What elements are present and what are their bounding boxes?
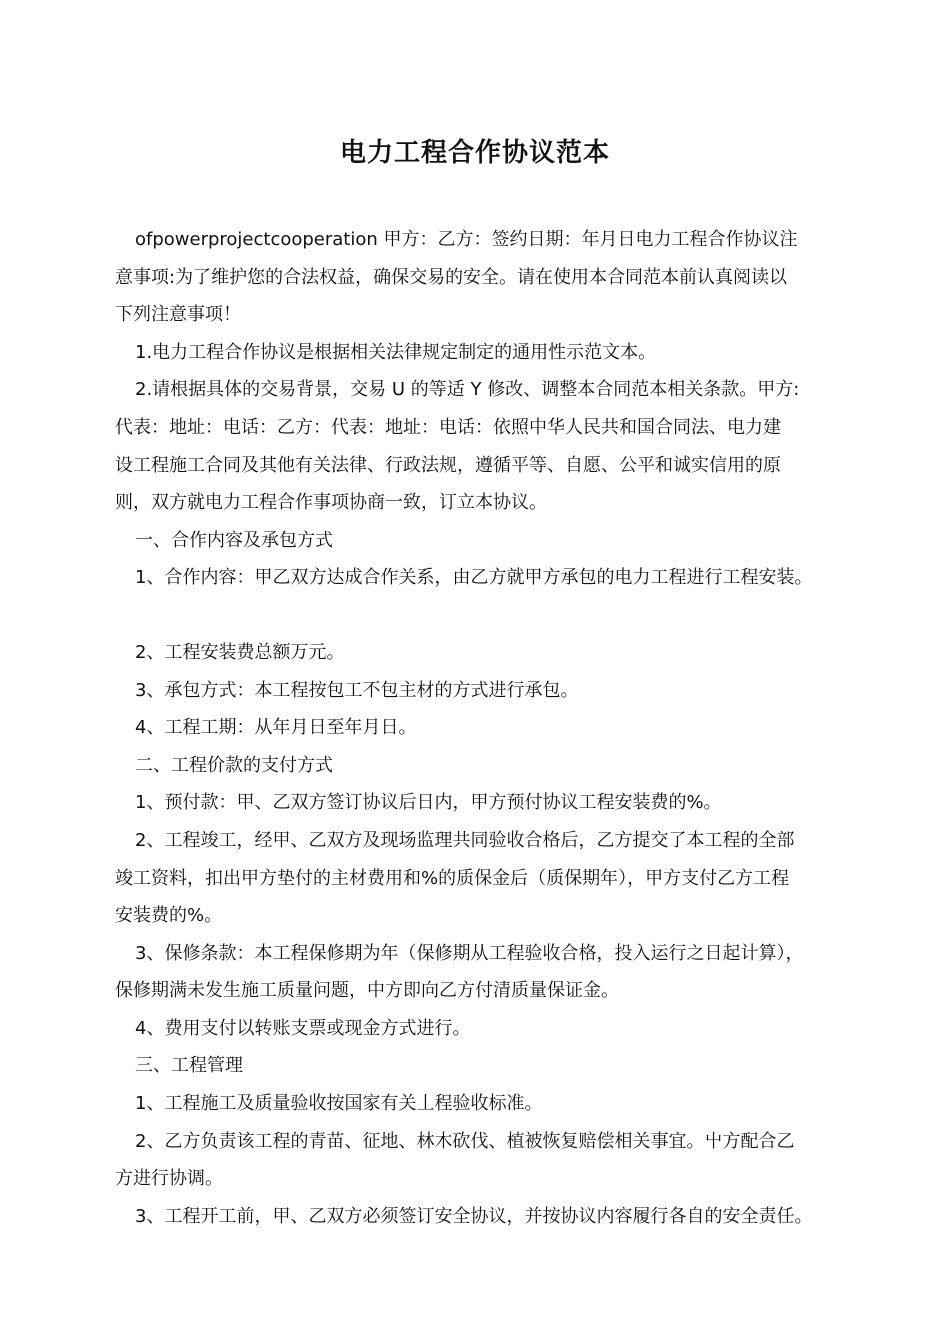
body-line: 设工程施工合同及其他有关法律、行政法规，遵循平等、自愿、公平和诚实信用的原	[115, 454, 781, 476]
body-line: 保修期满未发生施工质量问题，中方即向乙方付清质量保证金。	[115, 980, 619, 1002]
body-line: 方进行协调。	[115, 1168, 223, 1190]
body-line: 1.电力工程合作协议是根据相关法律规定制定的通用性示范文本。	[135, 341, 657, 363]
body-line: 4、费用支付以转账支票或现金方式进行。	[135, 1017, 471, 1039]
body-line: 下列注意事项！	[115, 304, 241, 326]
document-body	[115, 221, 855, 1235]
body-line: 安装费的%。	[115, 905, 223, 927]
body-line: 1、工程施工及质量验收按国家有关丄程验收标准。	[135, 1093, 543, 1115]
body-line: 1、预付款：甲、乙双方签订协议后日内，甲方预付协议工程安装费的%。	[135, 792, 722, 814]
document-title: 电力工程合作协议范本	[339, 138, 610, 168]
body-line: 3、承包方式：本工程按包工不包主材的方式进行承包。	[135, 679, 579, 701]
body-line: 2.请根据具体的交易背景，交易 U 的等适 Y 修改、调整本合同范本相关条款。甲方:	[135, 379, 800, 401]
body-line: 竣工资料，扣出甲方垫付的主材费用和%的质保金后（质保期年），甲方支付乙方工程	[115, 867, 790, 889]
section-heading: 一、合作内容及承包方式	[135, 529, 333, 551]
body-line: ofpowerprojectcooperation 甲方：乙方：签约日期：年月日电力工程合作协议注	[135, 229, 798, 250]
body-line: 1、合作内容：甲乙双方达成合作关系，由乙方就甲方承包的电力工程进行工程安装。	[135, 567, 813, 589]
body-line: 3、保修条款：本工程保修期为年（保修期从工程验收合格，投入运行之日起计算），	[135, 942, 804, 964]
body-line: 3、工程开工前，甲、乙双方必须签订安全协议，并按协议内容履行各自的安全责任。	[135, 1205, 813, 1227]
section-heading: 二、工程价款的支付方式	[135, 754, 333, 776]
body-line: 代表：地址：电话：乙方：代表：地址：电话：依照中华人民共和国合同法、电力建	[115, 416, 781, 438]
body-line: 2、工程安装费总额万元。	[135, 641, 345, 663]
body-line: 4、工程工期：从年月日至年月日。	[135, 717, 417, 739]
blank-line	[115, 597, 855, 634]
body-line: 则，双方就电力工程合作事项协商一致，订立本协议。	[115, 492, 547, 514]
body-line: 2、乙方负责该工程的青苗、征地、林木砍伐、植被恢复赔偿相关事宜。屮方配合乙	[135, 1130, 795, 1152]
body-line: 2、工程竣工，经甲、乙双方及现场监理共同验收合格后，乙方提交了本工程的全部	[135, 829, 795, 851]
body-line: 意事项:为了维护您的合法权益，确保交易的安全。请在使用本合同范本前认真阅读以	[115, 266, 788, 288]
section-heading: 三、工程管理	[135, 1055, 243, 1077]
